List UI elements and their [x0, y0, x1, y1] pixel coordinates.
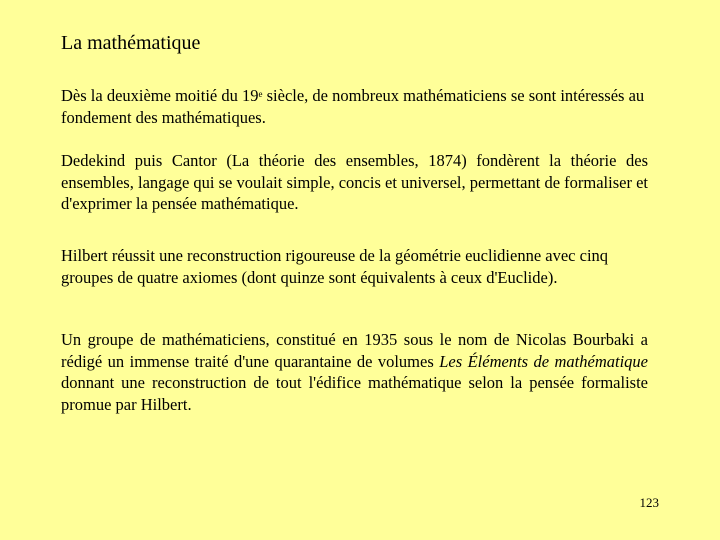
slide-title: La mathématique [61, 32, 201, 54]
superscript: e [258, 89, 263, 99]
book-title: Les Éléments de mathématique [439, 351, 648, 371]
paragraph-hilbert: Hilbert réussit une reconstruction rigoureuse de la géométrie euclidienne avec cinq groupes de quatre axiomes (dont quinze sont équivalents à ceux d'Euclide). [61, 246, 609, 287]
paragraph-19th-century [61, 85, 648, 128]
page-number: 123 [639, 495, 659, 510]
paragraph-text: Un groupe de mathématiciens, constitué en 1935 sous le nom de Nicolas Bourbaki a rédigé un immense traité d'une quarantaine de volumes [61, 330, 648, 371]
paragraph-text: Dès la deuxième moitié du 19 [61, 86, 259, 105]
paragraph-bourbaki [61, 329, 648, 415]
paragraph-text: donnant une reconstruction de tout l'édifice mathématique selon la pensée formaliste promue par Hilbert. [61, 373, 648, 414]
paragraph-text: siècle, de nombreux mathématiciens se sont intéressés au fondement des mathématiques. [61, 86, 645, 127]
paragraph-dedekind-cantor: Dedekind puis Cantor (La théorie des ensembles, 1874) fondèrent la théorie des ensembles, langage qui se voulait simple, concis et universel, permettant de formaliser et d'exprimer la pensée mathématique. [61, 151, 648, 213]
